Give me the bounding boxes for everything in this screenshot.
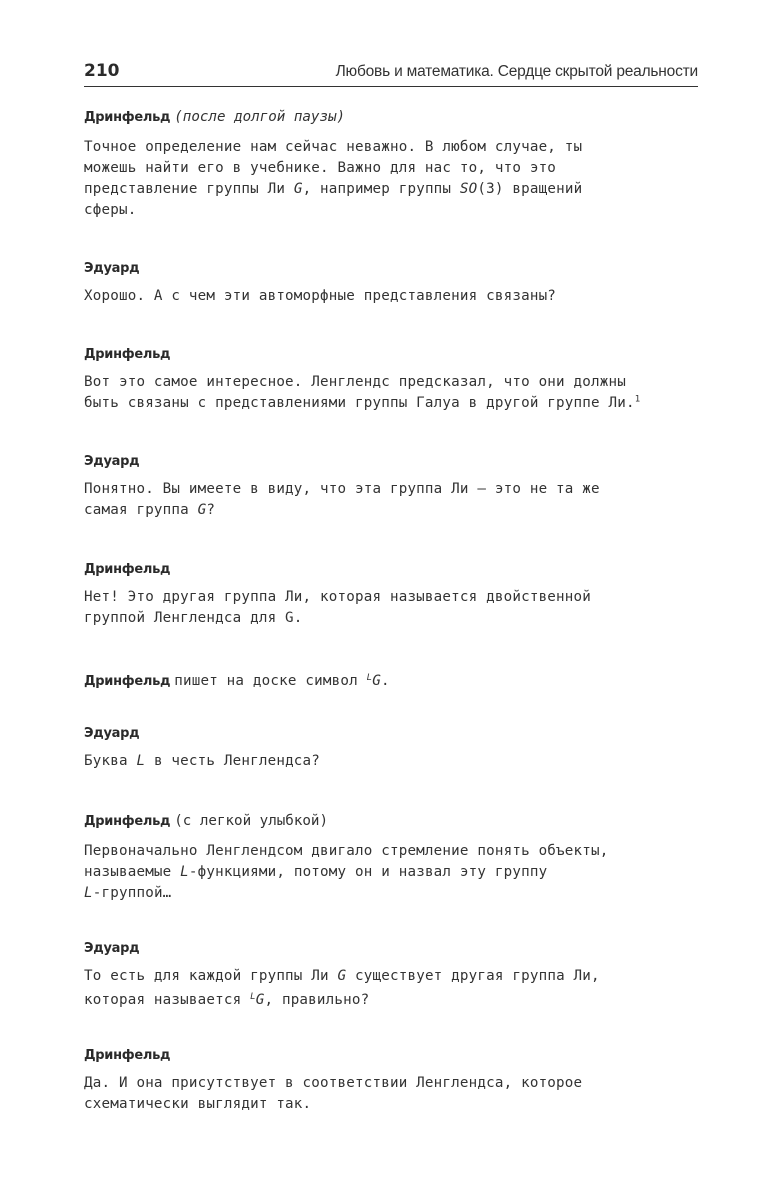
dialogue-line: называемые L-функциями, потому он и назвал эту группу bbox=[84, 864, 548, 880]
dialogue-line: схематически выглядит так. bbox=[84, 1096, 312, 1112]
dialogue-line: Да. И она присутствует в соответствии Ленглендса, которое bbox=[84, 1075, 583, 1091]
speaker-name: Эдуард bbox=[84, 261, 140, 276]
dialogue-line: Нет! Это другая группа Ли, которая называется двойственной bbox=[84, 589, 592, 605]
dialogue-line: самая группа G? bbox=[84, 502, 216, 518]
dialogue-block bbox=[84, 726, 704, 772]
speaker-name: Дринфельд bbox=[84, 562, 171, 577]
speaker-name: Дринфельд bbox=[84, 110, 171, 125]
dialogue-block bbox=[84, 454, 704, 521]
speaker-name: Дринфельд bbox=[84, 1048, 171, 1063]
dialogue-line: Хорошо. А с чем эти автоморфные представления связаны? bbox=[84, 288, 557, 304]
stage-direction bbox=[84, 668, 704, 692]
dialogue-line: Буква L в честь Ленглендса? bbox=[84, 753, 321, 769]
dialogue-line: L-группой… bbox=[84, 885, 172, 901]
dialogue-line: представление группы Ли G, например группы SO(3) вращений bbox=[84, 181, 583, 197]
stage-note: (с легкой улыбкой) bbox=[174, 813, 328, 829]
dialogue-line: можешь найти его в учебнике. Важно для нас то, что это bbox=[84, 160, 557, 176]
dialogue-line: Понятно. Вы имеете в виду, что эта группа Ли — это не та же bbox=[84, 481, 600, 497]
dialogue-block bbox=[84, 1048, 704, 1115]
dialogue-block bbox=[84, 261, 704, 307]
speaker-name: Дринфельд bbox=[84, 347, 171, 362]
speaker-name: Эдуард bbox=[84, 726, 140, 741]
dialogue-line: Первоначально Ленглендсом двигало стремление понять объекты, bbox=[84, 843, 609, 859]
dialogue-block bbox=[84, 562, 704, 629]
page-number: 210 bbox=[84, 61, 120, 81]
dialogue-line: группой Ленглендса для G. bbox=[84, 610, 303, 626]
speaker-name: Дринфельд bbox=[84, 814, 171, 829]
dialogue-line: быть связаны с представлениями группы Галуа в другой группе Ли.$^1$ bbox=[84, 394, 641, 411]
dialogue-block bbox=[84, 941, 704, 1011]
running-title: Любовь и математика. Сердце скрытой реальности bbox=[335, 63, 698, 80]
speaker-name: Эдуард bbox=[84, 454, 140, 469]
dialogue-line: Вот это самое интересное. Ленглендс предсказал, что они должны bbox=[84, 374, 626, 390]
speaker-name: Дринфельд bbox=[84, 674, 171, 689]
dialogue-block bbox=[84, 812, 704, 904]
stage-note: (после долгой паузы) bbox=[174, 109, 346, 125]
dialogue-block bbox=[84, 347, 704, 414]
dialogue-line: сферы. bbox=[84, 202, 137, 218]
dialogue-line: Точное определение нам сейчас неважно. В любом случае, ты bbox=[84, 139, 583, 155]
dialogue-line: То есть для каждой группы Ли G существует другая группа Ли, bbox=[84, 968, 600, 984]
speaker-name: Эдуард bbox=[84, 941, 140, 956]
action-text: пишет на доске символ $^L$G. bbox=[174, 673, 390, 689]
footnote-marker[interactable]: 1 bbox=[634, 394, 641, 405]
page-header bbox=[84, 60, 698, 87]
dialogue-block bbox=[84, 108, 704, 221]
dialogue-line: которая называется $^L$G, правильно? bbox=[84, 992, 370, 1008]
